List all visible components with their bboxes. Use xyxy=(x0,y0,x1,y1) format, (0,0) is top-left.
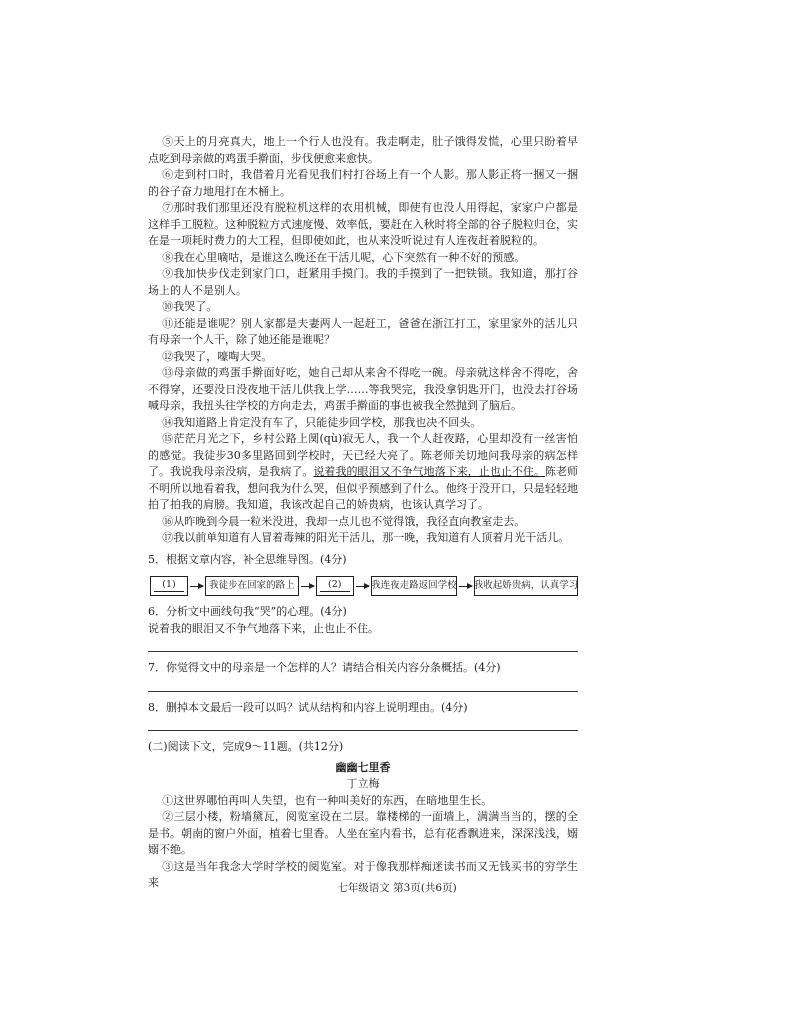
paragraph: ⑪还能是谁呢？别人家都是夫妻两人一起赶工，爸爸在浙江打工，家里家外的活儿只有母亲一个人干，除了她还能是谁呢？ xyxy=(148,316,578,346)
paragraph: ③这是当年我念大学时学校的阅览室。对于像我那样痴迷读书而又无钱买书的穷学生来 xyxy=(148,859,578,889)
paragraph-15-start: ⑮茫茫月光之下，乡村公路上阒(qù)寂无人，我一个人赶夜路，心里却没有一丝害怕的感觉。我徒步30多里路回到学校时，天已经大亮了。陈老师关切地问我母亲的病怎样了。我说我母亲没病，是我病了。 xyxy=(148,432,578,478)
answer-line[interactable] xyxy=(148,730,578,731)
blank-line xyxy=(320,590,350,592)
section-heading: (二)阅读下文，完成9～11题。(共12分) xyxy=(148,740,344,753)
arrow-right-icon xyxy=(190,586,203,587)
arrow-right-icon xyxy=(301,586,314,587)
article-author: 丁立梅 xyxy=(346,777,380,790)
paragraph: ⑦那时我们那里还没有脱粒机这样的农用机械，即使有也没人用得起，家家户户都是这样手工脱粒。这种脱粒方式速度慢、效率低，要赶在入秋时将全部的谷子脱粒归仓，实在是一项耗时费力的大工程，但即使如此，也从来没听说过有人连夜赶着脱粒的。 xyxy=(148,201,578,247)
mind-map-blank-1[interactable] xyxy=(150,576,188,596)
paragraph-15 xyxy=(148,431,578,514)
blank-number: (2) xyxy=(328,579,342,590)
paragraph: ⑨我加快步伐走到家门口，赶紧用手摸门。我的手摸到了一把铁锁。我知道，那打谷场上的人不是别人。 xyxy=(148,267,578,297)
paragraph: ⑫我哭了，嚎啕大哭。 xyxy=(162,349,273,363)
paragraph: ⑯从昨晚到今晨一粒米没进，我却一点儿也不觉得饿，我径直向教室走去。 xyxy=(162,514,526,528)
mind-map-step-4: 我连夜走路返回学校 xyxy=(371,576,457,596)
mind-map-step-5: 我收起娇贵病，认真学习 xyxy=(474,576,578,596)
paragraph: ②三层小楼，粉墙黛瓦，阅览室设在二层。靠楼梯的一面墙上，满满当当的，摆的全是书。朝南的窗户外面，植着七里香。人坐在室内看书，总有花香飘进来，深深浅浅，嫋嫋不绝。 xyxy=(148,810,578,856)
paragraph: ⑬母亲做的鸡蛋手擀面好吃，她自己却从来舍不得吃一碗。母亲就这样舍不得吃，舍不得穿，还要没日没夜地干活儿供我上学……等我哭完，我没拿钥匙开门，也没去打谷场喊母亲，我扭头往学校的方向走去，鸡蛋手擀面的事也被我全然抛到了脑后。 xyxy=(148,366,578,412)
paragraph: ⑧我在心里嘀咕，是谁这么晚还在干活儿呢，心下突然有一种不好的预感。 xyxy=(162,250,526,264)
paragraph: ①这世界哪怕再叫人失望，也有一种叫美好的东西，在暗地里生长。 xyxy=(162,793,493,807)
blank-line xyxy=(154,590,184,592)
paragraph: ⑰我以前单知道有人冒着毒辣的阳光干活儿，那一晚，我知道有人顶着月光干活儿。 xyxy=(162,531,570,544)
question-5: 5．根据文章内容，补全思维导图。(4分) xyxy=(148,552,347,566)
article-title: 幽幽七里香 xyxy=(335,760,391,774)
underlined-sentence: 说着我的眼泪又不争气地落下来，止也止不住。 xyxy=(313,465,545,478)
page-footer: 七年级语文 第3页(共6页) xyxy=(337,882,457,894)
paragraph: ⑩我哭了。 xyxy=(162,300,218,313)
paragraph: ⑭我知道路上肯定没有车了，只能徒步回学校，那我也决不回头。 xyxy=(162,415,482,429)
answer-line[interactable] xyxy=(148,651,578,652)
arrow-right-icon xyxy=(459,586,472,587)
page-content xyxy=(148,134,578,892)
paragraph: ⑥走到村口时，我借着月光看见我们村打谷场上有一个人影。那人影正将一捆又一捆的谷子奋力地甩打在木桶上。 xyxy=(148,168,578,198)
question-8: 8．删掉本文最后一段可以吗？试从结构和内容上说明理由。(4分) xyxy=(148,700,468,714)
paragraph: ⑤天上的月亮真大，地上一个行人也没有。我走啊走，肚子饿得发慌，心里只盼着早点吃到母亲做的鸡蛋手擀面，步伐便愈来愈快。 xyxy=(148,135,578,165)
mind-map xyxy=(150,574,578,598)
question-6-quote: 说着我的眼泪又不争气地落下来，止也止不住。 xyxy=(148,621,379,635)
mind-map-step-2: 我徒步在回家的路上 xyxy=(205,576,299,596)
answer-line[interactable] xyxy=(148,691,578,692)
mind-map-blank-2[interactable] xyxy=(316,576,354,596)
question-7: 7．你觉得文中的母亲是一个怎样的人？请结合相关内容分条概括。(4分) xyxy=(148,661,501,674)
arrow-right-icon xyxy=(356,586,369,587)
question-6: 6．分析文中画线句我“哭”的心理。(4分) xyxy=(148,605,347,618)
paragraph-15-end: 陈老师不明所以地看着我，想问我为什么哭，但似乎预感到了什么。他终于没开口，只是轻轻地拍了拍我的肩膀。我知道，我该改起自己的娇贵病，也该认真学习了。 xyxy=(148,465,579,511)
blank-number: (1) xyxy=(162,579,176,590)
